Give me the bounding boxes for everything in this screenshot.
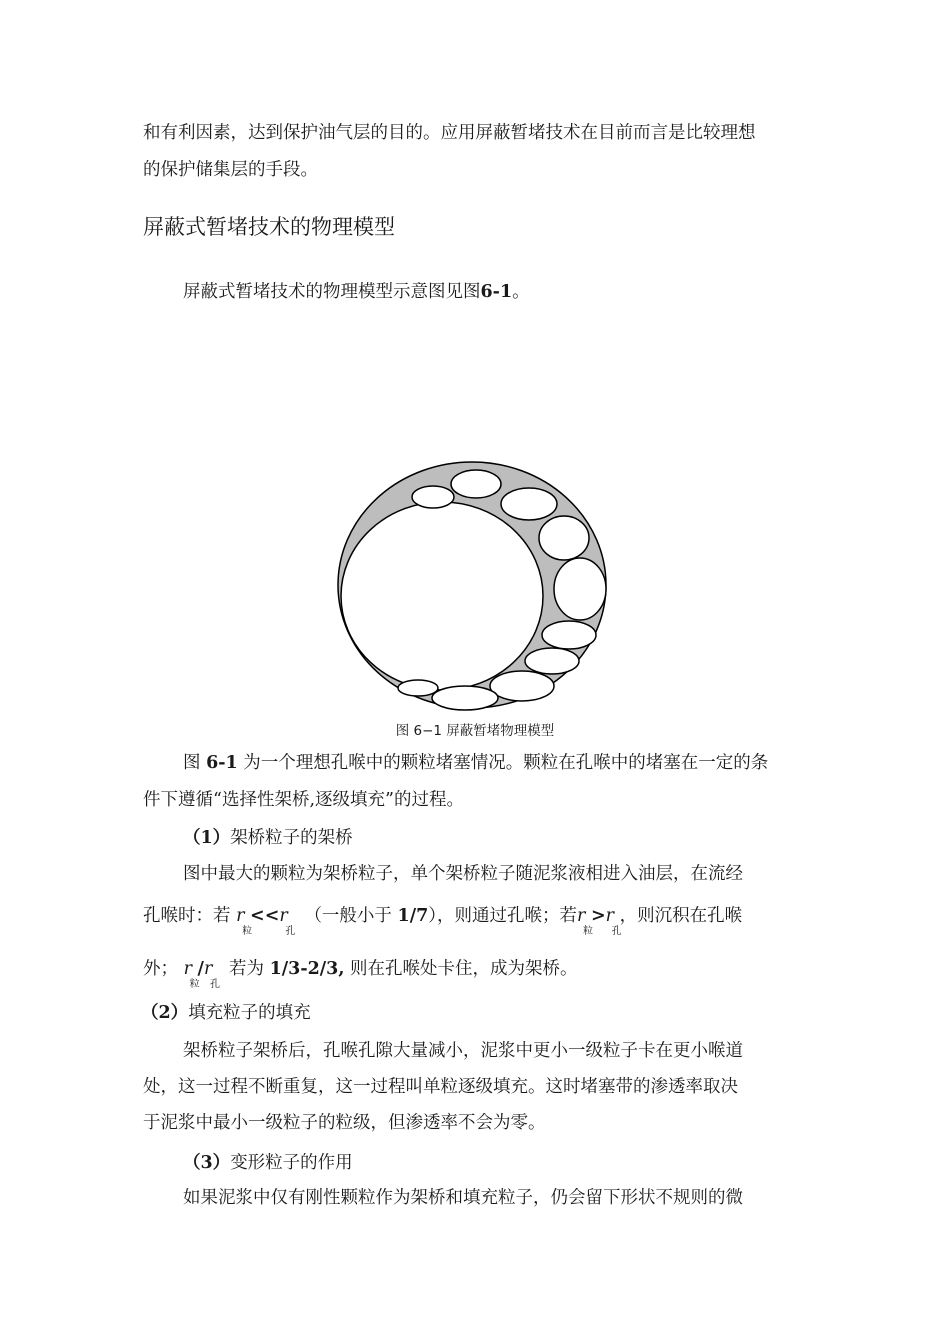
section-2-title — [141, 1000, 311, 1026]
fig-para-text: 为一个理想孔喉中的颗粒堵塞情况。颗粒在孔喉中的堵塞在一定的条 — [243, 753, 769, 773]
sub-particle-3: 粒 — [189, 979, 200, 990]
section-3-number: （3） — [183, 1153, 231, 1173]
fig-para-line-1 — [183, 750, 768, 776]
s1-l3-text-b: 若为 — [229, 959, 265, 979]
ref-sentence-end: 。 — [512, 282, 530, 302]
bridging-particle — [341, 502, 543, 690]
section-2-line-2: 处，这一过程不断重复，这一过程叫单粒逐级填充。这时堵塞带的渗透率取决 — [143, 1077, 738, 1097]
intro-line-2: 的保护储集层的手段。 — [143, 160, 318, 180]
section-3-title-text: 变形粒子的作用 — [230, 1153, 353, 1173]
filling-particle-1 — [412, 486, 454, 508]
section-1-line-2 — [143, 903, 743, 937]
radius-particle-var: r 粒 — [236, 903, 244, 929]
fig-para-ref: 6-1 — [206, 753, 238, 773]
s1-l3-text-a: 外； — [143, 959, 178, 979]
section-3-title — [183, 1150, 353, 1176]
s1-l3-text-c: 则在孔喉处卡住，成为架桥。 — [350, 959, 578, 979]
section-1-title-text: 架桥粒子的架桥 — [230, 828, 353, 848]
sub-pore-3: 孔 — [209, 979, 220, 990]
radius-particle-var-2: r 粒 — [577, 903, 585, 929]
sub-particle-2: 粒 — [583, 926, 594, 937]
radius-pore-var-2: r 孔 — [606, 903, 614, 929]
section-2-title-text: 填充粒子的填充 — [188, 1003, 311, 1023]
figure-caption: 图 6−1 屏蔽暂堵物理模型 — [395, 723, 555, 739]
ratio-limit: 1/7 — [397, 906, 429, 926]
greater-than-operator: > — [590, 906, 606, 926]
much-less-operator: << — [250, 906, 280, 926]
filling-particle-5 — [554, 558, 606, 620]
radius-pore-var: r 孔 — [279, 903, 287, 929]
section-2-number: （2） — [141, 1003, 189, 1023]
figure-reference-sentence — [183, 279, 530, 305]
filling-particle-9 — [432, 686, 498, 710]
s1-l2-text-c: ），则通过孔喉；若 — [428, 906, 578, 926]
filling-particle-7 — [525, 648, 579, 674]
section-3-line-1: 如果泥浆中仅有刚性颗粒作为架桥和填充粒子，仍会留下形状不规则的微 — [183, 1188, 743, 1208]
section-1-title — [183, 825, 353, 851]
section-1-line-1: 图中最大的颗粒为架桥粒子，单个架桥粒子随泥浆液相进入油层，在流经 — [183, 864, 743, 884]
sub-pore-2: 孔 — [611, 926, 622, 937]
section-1-number: （1） — [183, 828, 231, 848]
radius-particle-var-3: r 粒 — [184, 956, 192, 982]
filling-particle-3 — [501, 488, 557, 520]
s1-l2-text-b: （一般小于 — [304, 906, 392, 926]
ref-sentence-text: 屏蔽式暂堵技术的物理模型示意图见图 — [183, 282, 481, 302]
fig-para-prefix: 图 — [183, 753, 201, 773]
section-heading: 屏蔽式暂堵技术的物理模型 — [143, 215, 395, 239]
filling-particle-6 — [542, 621, 596, 649]
filling-particle-10 — [398, 680, 438, 696]
sub-pore: 孔 — [285, 926, 296, 937]
filling-particle-2 — [451, 470, 501, 498]
s1-l2-text-d: ，则沉积在孔喉 — [619, 906, 743, 926]
section-2-line-1: 架桥粒子架桥后，孔喉孔隙大量减小，泥浆中更小一级粒子卡在更小喉道 — [183, 1041, 743, 1061]
section-1-line-3 — [143, 956, 578, 990]
s1-l2-text-a: 孔喉时：若 — [143, 906, 231, 926]
sub-particle: 粒 — [242, 926, 253, 937]
fig-para-line-2: 件下遵循“选择性架桥,逐级填充”的过程。 — [143, 790, 464, 810]
filling-particle-4 — [539, 516, 589, 560]
intro-line-1: 和有利因素，达到保护油气层的目的。应用屏蔽暂堵技术在目前而言是比较理想 — [143, 123, 756, 143]
figure-ref-number: 6-1 — [480, 282, 513, 302]
filling-particle-8 — [490, 671, 554, 701]
section-2-line-3: 于泥浆中最小一级粒子的粒级，但渗透率不会为零。 — [143, 1113, 546, 1133]
pore-throat-diagram — [330, 460, 620, 720]
physical-model-figure — [330, 460, 620, 724]
divide-operator: / — [197, 959, 204, 979]
ratio-range: 1/3-2/3, — [269, 959, 345, 979]
radius-pore-var-3: r 孔 — [204, 956, 212, 982]
